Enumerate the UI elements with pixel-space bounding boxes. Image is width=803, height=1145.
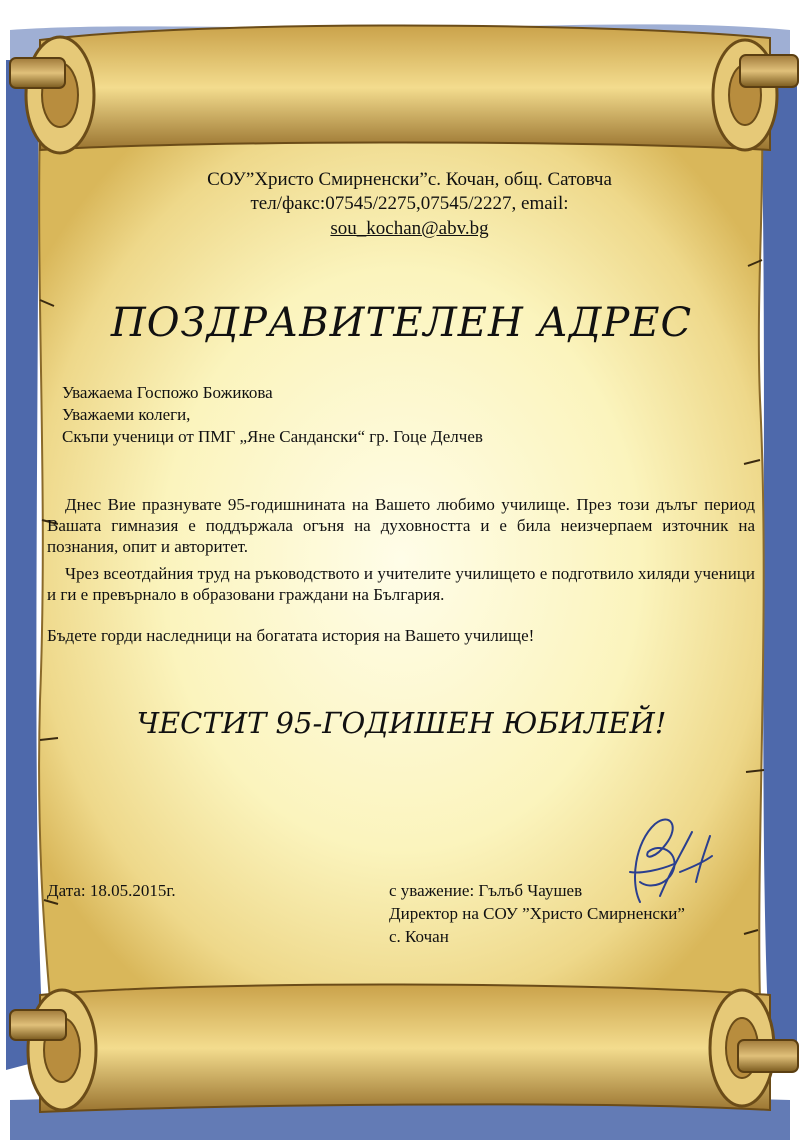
greeting-line-1: Уважаема Госпожо Божикова: [62, 383, 273, 402]
director-signature: [600, 812, 720, 908]
village-line: с. Кочан: [389, 927, 449, 946]
jubilee-heading: ЧЕСТИТ 95-ГОДИШЕН ЮБИЛЕЙ!: [136, 706, 667, 740]
date-line: Дата: 18.05.2015г.: [47, 881, 176, 900]
closing-line: Бъдете горди наследници на богатата история на Вашето училище!: [47, 626, 535, 645]
body-paragraph-1: Днес Вие празнувате 95-годишнината на Вашето любимо училище. През този дълъг период Вашата гимназия е поддържала огъня на духовността и е била неизчерпаем източник на познания, опит и авторитет.: [47, 495, 755, 556]
email-line: [8, 217, 803, 241]
body-paragraph-2: Чрез всеотдайния труд на ръководството и учителите училището е подготвило хиляди ученици и ги е превърнало в образовани граждани на България.: [47, 564, 755, 604]
regards-line: с уважение: Гълъб Чаушев: [389, 881, 583, 900]
contact-line: тел/факс:07545/2275,07545/2227, email:: [250, 193, 569, 214]
greeting-line-2: Уважаеми колеги,: [62, 405, 191, 424]
page-title: ПОЗДРАВИТЕЛЕН АДРЕС: [110, 300, 693, 346]
greeting-line-3: Скъпи ученици от ПМГ „Яне Сандански“ гр. Гоце Делчев: [62, 427, 483, 446]
email-link[interactable]: sou_kochan@abv.bg: [330, 218, 489, 239]
director-position: Директор на СОУ ”Христо Смирненски”: [389, 904, 685, 923]
school-name-line: СОУ”Христо Смирненски”с. Кочан, общ. Сатовча: [207, 169, 612, 190]
